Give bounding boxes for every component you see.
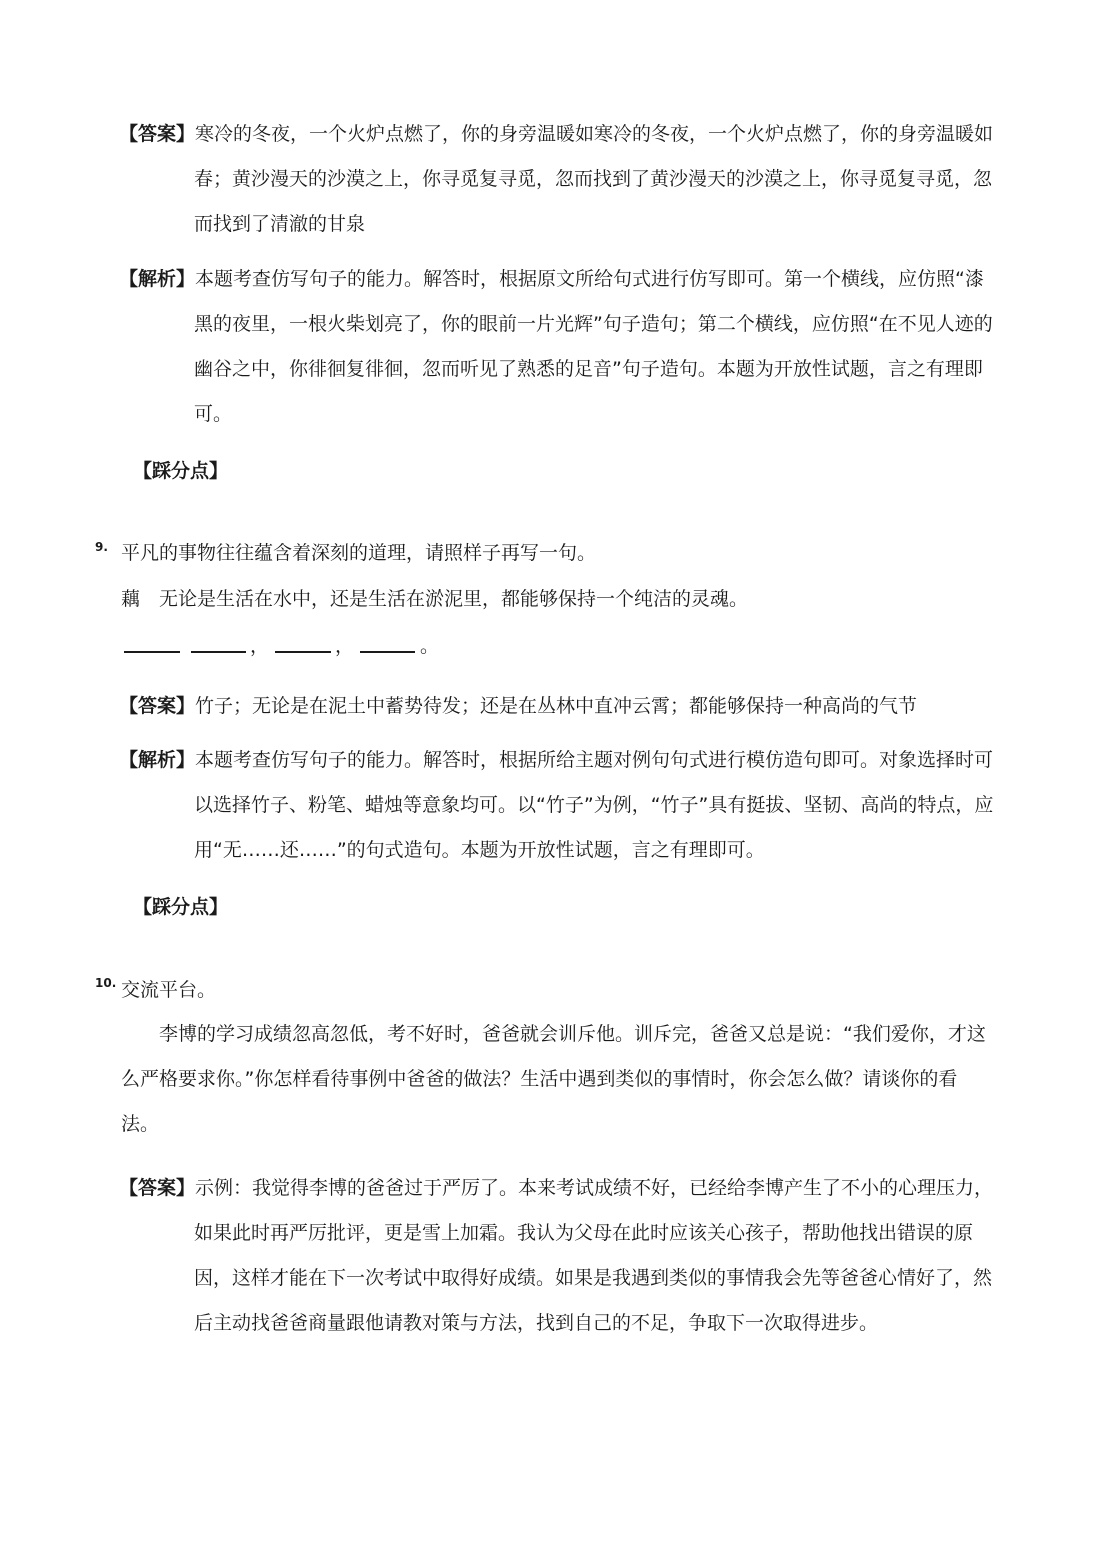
q8-answer xyxy=(119,112,995,247)
analysis-tag: 【解析】 xyxy=(119,749,196,771)
q10-number: 10. xyxy=(95,976,117,990)
answer-blank[interactable] xyxy=(124,651,180,653)
q9-example: 藕 无论是生活在水中，还是生活在淤泥里，都能够保持一个纯洁的灵魂。 xyxy=(121,588,749,610)
answer-text: 寒冷的冬夜，一个火炉点燃了，你的身旁温暖如寒冷的冬夜，一个火炉点燃了，你的身旁温暖如春；黄沙漫天的沙漠之上，你寻觅复寻觅，忽而找到了黄沙漫天的沙漠之上，你寻觅复寻觅，忽而找到了清澈的甘泉 xyxy=(194,123,994,235)
q9-analysis xyxy=(119,738,995,873)
q9-answer xyxy=(119,684,995,729)
analysis-text: 本题考查仿写句子的能力。解答时，根据原文所给句式进行仿写即可。第一个横线，应仿照“漆黑的夜里，一根火柴划亮了，你的眼前一片光辉”句子造句；第二个横线，应仿照“在不见人迹的幽谷之中，你徘徊复徘徊，忽而听见了熟悉的足音”句子造句。本题为开放性试题，言之有理即可。 xyxy=(194,268,993,425)
answer-tag: 【答案】 xyxy=(119,123,196,145)
q8-score-points: 【踩分点】 xyxy=(133,460,229,482)
answer-tag: 【答案】 xyxy=(119,695,196,717)
q10-prompt: 交流平台。 xyxy=(121,979,217,1001)
answer-blank[interactable] xyxy=(360,651,415,653)
q9-score-points: 【踩分点】 xyxy=(133,896,229,918)
answer-blank[interactable] xyxy=(191,651,246,653)
answer-text: 竹子；无论是在泥土中蓄势待发；还是在丛林中直冲云霄；都能够保持一种高尚的气节 xyxy=(195,695,918,717)
q10-answer xyxy=(119,1166,995,1346)
comma: ， xyxy=(335,635,355,657)
answer-blank[interactable] xyxy=(275,651,331,653)
comma: ， xyxy=(250,635,270,657)
analysis-tag: 【解析】 xyxy=(119,268,196,290)
answer-text: 示例：我觉得李博的爸爸过于严厉了。本来考试成绩不好，已经给李博产生了不小的心理压力，如果此时再严厉批评，更是雪上加霜。我认为父母在此时应该关心孩子，帮助他找出错误的原因，这样才能在下一次考试中取得好成绩。如果是我遇到类似的事情我会先等爸爸心情好了，然后主动找爸爸商量跟他请教对策与方法，找到自己的不足，争取下一次取得进步。 xyxy=(194,1177,994,1334)
analysis-text: 本题考查仿写句子的能力。解答时，根据所给主题对例句句式进行模仿造句即可。对象选择时可以选择竹子、粉笔、蜡烛等意象均可。以“竹子”为例，“竹子”具有挺拔、坚韧、高尚的特点，应用“无……还……”的句式造句。本题为开放性试题，言之有理即可。 xyxy=(194,749,994,861)
q8-analysis xyxy=(119,257,995,437)
q9-prompt: 平凡的事物往往蕴含着深刻的道理，请照样子再写一句。 xyxy=(121,542,597,564)
answer-tag: 【答案】 xyxy=(119,1177,196,1199)
q10-passage: 李博的学习成绩忽高忽低，考不好时，爸爸就会训斥他。训斥完，爸爸又总是说：“我们爱你，才这么严格要求你。”你怎样看待事例中爸爸的做法？生活中遇到类似的事情时，你会怎么做？请谈你的看法。 xyxy=(121,1023,986,1135)
q9-number: 9. xyxy=(95,540,108,554)
period: 。 xyxy=(420,635,440,657)
